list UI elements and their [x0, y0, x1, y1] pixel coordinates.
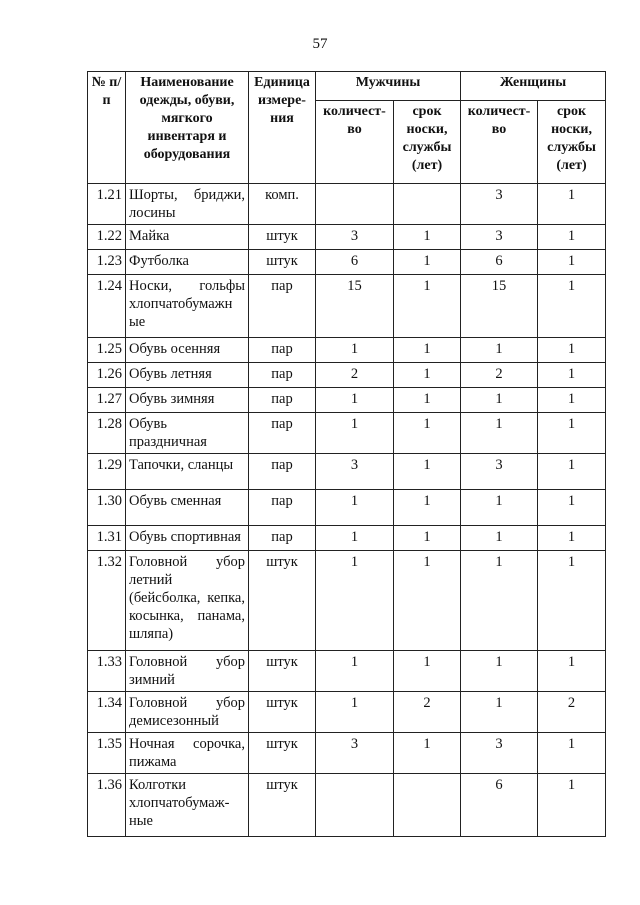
- women-quantity: 1: [461, 490, 538, 526]
- men-quantity: 1: [316, 388, 394, 413]
- unit-of-measure: пар: [249, 388, 316, 413]
- women-wear-term: 1: [538, 651, 606, 692]
- table-row: [88, 774, 606, 837]
- table-row: [88, 526, 606, 551]
- women-wear-term: 1: [538, 526, 606, 551]
- men-wear-term: [394, 184, 461, 225]
- men-quantity: 1: [316, 551, 394, 651]
- men-quantity: 1: [316, 413, 394, 454]
- table-row: [88, 551, 606, 651]
- unit-of-measure: штук: [249, 651, 316, 692]
- unit-of-measure: штук: [249, 733, 316, 774]
- unit-of-measure: пар: [249, 490, 316, 526]
- header-num: № п/п: [88, 72, 126, 184]
- women-wear-term: 1: [538, 184, 606, 225]
- item-name: Майка: [126, 225, 249, 250]
- women-quantity: 3: [461, 733, 538, 774]
- table-row: [88, 225, 606, 250]
- unit-of-measure: штук: [249, 250, 316, 275]
- men-quantity: 1: [316, 692, 394, 733]
- header-men-term: срок носки, службы (лет): [394, 101, 461, 184]
- unit-of-measure: штук: [249, 225, 316, 250]
- unit-of-measure: пар: [249, 275, 316, 338]
- header-name: Наименование одежды, обуви, мягкого инвентаря и оборудования: [126, 72, 249, 184]
- women-quantity: 1: [461, 692, 538, 733]
- men-quantity: 6: [316, 250, 394, 275]
- men-wear-term: 1: [394, 388, 461, 413]
- row-number: 1.25: [88, 338, 126, 363]
- header-women-qty: количест-во: [461, 101, 538, 184]
- women-wear-term: 1: [538, 454, 606, 490]
- table-row: [88, 490, 606, 526]
- item-name: Футболка: [126, 250, 249, 275]
- row-number: 1.32: [88, 551, 126, 651]
- men-quantity: [316, 184, 394, 225]
- women-wear-term: 1: [538, 774, 606, 837]
- item-name: Обувь сменная: [126, 490, 249, 526]
- men-quantity: [316, 774, 394, 837]
- women-wear-term: 1: [538, 733, 606, 774]
- men-quantity: 1: [316, 526, 394, 551]
- item-name: Обувь праздничная: [126, 413, 249, 454]
- men-wear-term: 1: [394, 363, 461, 388]
- item-name: Головной убор летний (бейсболка, кепка, косынка, панама, шляпа): [126, 551, 249, 651]
- page-number: 57: [312, 36, 328, 52]
- row-number: 1.21: [88, 184, 126, 225]
- table-row: [88, 733, 606, 774]
- men-wear-term: 1: [394, 733, 461, 774]
- women-wear-term: 1: [538, 490, 606, 526]
- item-name: Головной убор зимний: [126, 651, 249, 692]
- row-number: 1.28: [88, 413, 126, 454]
- row-number: 1.34: [88, 692, 126, 733]
- unit-of-measure: штук: [249, 692, 316, 733]
- men-wear-term: 1: [394, 651, 461, 692]
- men-wear-term: [394, 774, 461, 837]
- table-row: [88, 250, 606, 275]
- women-wear-term: 1: [538, 413, 606, 454]
- men-wear-term: 1: [394, 338, 461, 363]
- women-quantity: 1: [461, 551, 538, 651]
- item-name: Обувь осенняя: [126, 338, 249, 363]
- women-quantity: 1: [461, 526, 538, 551]
- row-number: 1.26: [88, 363, 126, 388]
- men-wear-term: 1: [394, 454, 461, 490]
- item-name: Ночная сорочка, пижама: [126, 733, 249, 774]
- men-wear-term: 1: [394, 275, 461, 338]
- men-wear-term: 1: [394, 551, 461, 651]
- item-name: Колготки хлопчатобумаж-ные: [126, 774, 249, 837]
- unit-of-measure: комп.: [249, 184, 316, 225]
- women-quantity: 3: [461, 184, 538, 225]
- men-quantity: 1: [316, 338, 394, 363]
- header-unit: Единица измере-ния: [249, 72, 316, 184]
- row-number: 1.30: [88, 490, 126, 526]
- women-wear-term: 1: [538, 275, 606, 338]
- item-name: Головной убор демисезонный: [126, 692, 249, 733]
- header-men-qty: количест-во: [316, 101, 394, 184]
- table-row: [88, 338, 606, 363]
- women-quantity: 1: [461, 338, 538, 363]
- men-quantity: 15: [316, 275, 394, 338]
- men-quantity: 3: [316, 225, 394, 250]
- unit-of-measure: пар: [249, 413, 316, 454]
- row-number: 1.24: [88, 275, 126, 338]
- item-name: Тапочки, сланцы: [126, 454, 249, 490]
- men-wear-term: 2: [394, 692, 461, 733]
- table-row: [88, 413, 606, 454]
- men-quantity: 3: [316, 733, 394, 774]
- item-name: Шорты, бриджи, лосины: [126, 184, 249, 225]
- item-name: Обувь зимняя: [126, 388, 249, 413]
- row-number: 1.31: [88, 526, 126, 551]
- women-wear-term: 1: [538, 250, 606, 275]
- women-wear-term: 1: [538, 338, 606, 363]
- women-wear-term: 1: [538, 388, 606, 413]
- men-wear-term: 1: [394, 250, 461, 275]
- row-number: 1.35: [88, 733, 126, 774]
- table-row: [88, 692, 606, 733]
- header-men: Мужчины: [316, 72, 461, 101]
- women-quantity: 3: [461, 454, 538, 490]
- item-name: Носки, гольфы хлопчатобумажн ые: [126, 275, 249, 338]
- unit-of-measure: пар: [249, 338, 316, 363]
- unit-of-measure: пар: [249, 363, 316, 388]
- women-quantity: 6: [461, 774, 538, 837]
- row-number: 1.29: [88, 454, 126, 490]
- women-quantity: 6: [461, 250, 538, 275]
- men-quantity: 1: [316, 651, 394, 692]
- table-row: [88, 363, 606, 388]
- men-wear-term: 1: [394, 526, 461, 551]
- unit-of-measure: штук: [249, 551, 316, 651]
- women-quantity: 3: [461, 225, 538, 250]
- men-quantity: 1: [316, 490, 394, 526]
- row-number: 1.27: [88, 388, 126, 413]
- row-number: 1.22: [88, 225, 126, 250]
- men-quantity: 2: [316, 363, 394, 388]
- women-quantity: 1: [461, 388, 538, 413]
- table-row: [88, 651, 606, 692]
- men-wear-term: 1: [394, 490, 461, 526]
- table-row: [88, 184, 606, 225]
- row-number: 1.36: [88, 774, 126, 837]
- table-row: [88, 275, 606, 338]
- women-quantity: 2: [461, 363, 538, 388]
- row-number: 1.23: [88, 250, 126, 275]
- table-row: [88, 388, 606, 413]
- women-wear-term: 1: [538, 551, 606, 651]
- women-wear-term: 1: [538, 225, 606, 250]
- header-women-term: срок носки, службы (лет): [538, 101, 606, 184]
- table-row: [88, 454, 606, 490]
- row-number: 1.33: [88, 651, 126, 692]
- unit-of-measure: штук: [249, 774, 316, 837]
- table-body: [88, 184, 606, 837]
- men-wear-term: 1: [394, 225, 461, 250]
- women-quantity: 15: [461, 275, 538, 338]
- unit-of-measure: пар: [249, 454, 316, 490]
- header-women: Женщины: [461, 72, 606, 101]
- women-wear-term: 1: [538, 363, 606, 388]
- item-name: Обувь спортивная: [126, 526, 249, 551]
- unit-of-measure: пар: [249, 526, 316, 551]
- women-quantity: 1: [461, 651, 538, 692]
- men-quantity: 3: [316, 454, 394, 490]
- women-quantity: 1: [461, 413, 538, 454]
- item-name: Обувь летняя: [126, 363, 249, 388]
- clothing-norms-table: [87, 71, 606, 837]
- men-wear-term: 1: [394, 413, 461, 454]
- women-wear-term: 2: [538, 692, 606, 733]
